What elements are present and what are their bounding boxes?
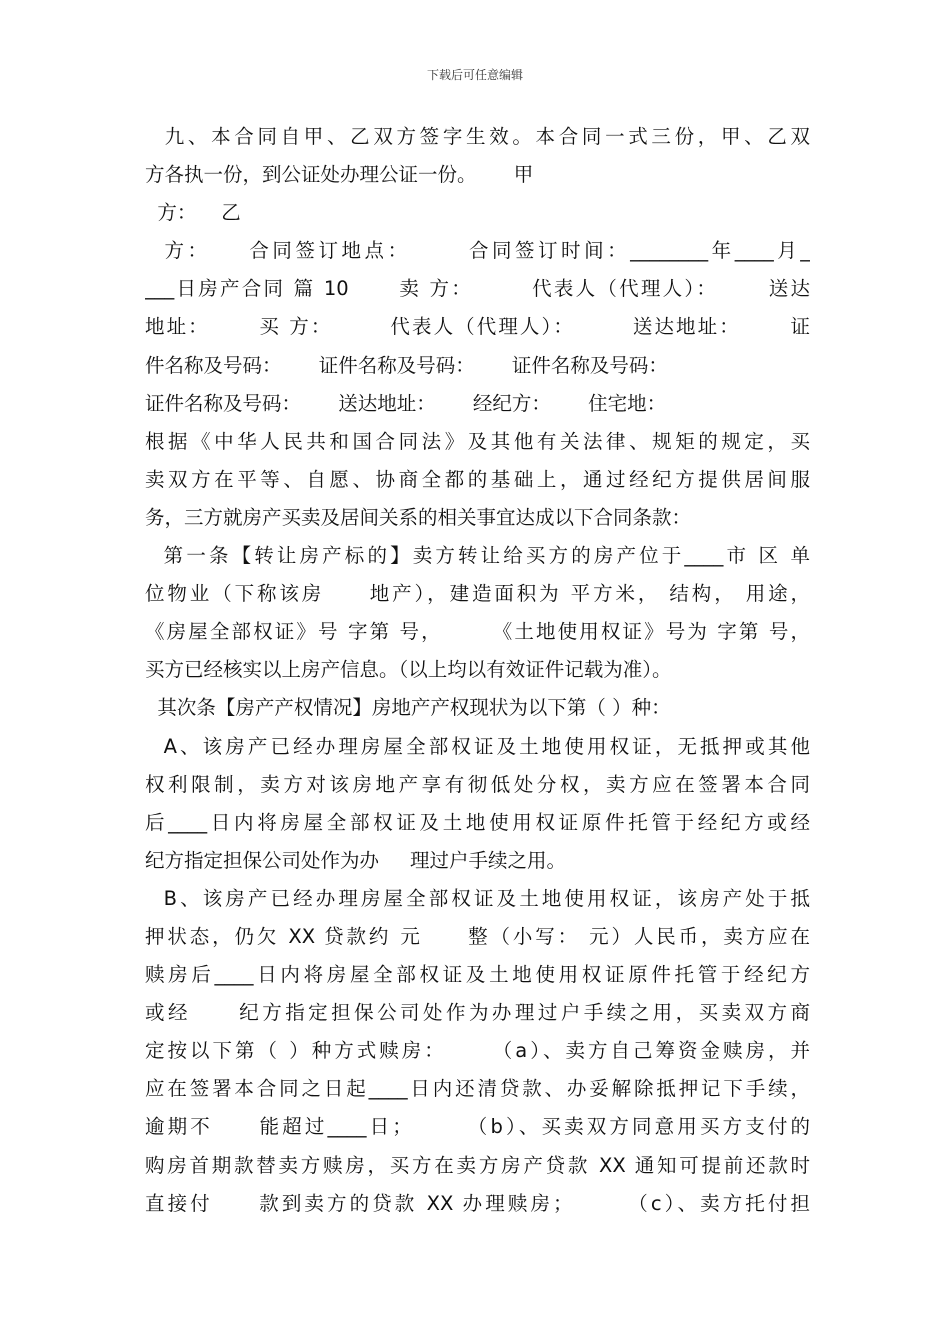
- text-line: 地址： 买 方： 代表人（代理人）： 送达地址： 证: [145, 315, 810, 339]
- text-line: 逾期不 能超过____日； （b）、买卖双方同意用买方支付的: [145, 1115, 810, 1139]
- text-line: 后____日内将房屋全部权证及土地使用权证原件托管于经纪方或经: [145, 810, 810, 834]
- text-line: 第一条【转让房产标的】卖方转让给买方的房产位于____市 区 单: [145, 544, 810, 568]
- text-line: 应在签署本合同之日起____日内还清贷款、办妥解除抵押记下手续，: [145, 1077, 810, 1101]
- text-line: 买方已经核实以上房产信息。（以上均以有效证件记载为准）。: [145, 658, 672, 682]
- text-line: 件名称及号码： 证件名称及号码： 证件名称及号码：: [145, 353, 668, 377]
- text-line: 证件名称及号码： 送达地址： 经纪方： 住宅地：: [145, 391, 667, 415]
- text-line: 或经 纪方指定担保公司处作为办理过户手续之用，买卖双方商: [145, 1001, 810, 1025]
- page-header: 下载后可任意编辑: [426, 68, 523, 82]
- text-line: 方各执一份，到公证处办理公证一份。 甲: [145, 163, 534, 187]
- text-line: 纪方指定担保公司处作为办 理过户手续之用。: [145, 848, 566, 872]
- text-line: 权利限制，卖方对该房地产享有彻低处分权，卖方应在签署本合同: [145, 772, 810, 796]
- document-body: [145, 118, 810, 1223]
- text-line: 九、本合同自甲、乙双方签字生效。本合同一式三份，甲、乙双: [145, 125, 810, 148]
- text-line: 定按以下第（ ）种方式赎房： （a）、卖方自己筹资金赎房，并: [145, 1039, 810, 1063]
- text-line: 方： 乙: [145, 201, 241, 225]
- text-line: 卖双方在平等、自愿、协商全都的基础上，通过经纪方提供居间服: [145, 467, 810, 491]
- text-line: A、该房产已经办理房屋全部权证及土地使用权证，无抵押或其他: [145, 734, 810, 758]
- text-line: 位物业（下称该房 地产），建造面积为 平方米， 结构， 用途，: [145, 582, 810, 606]
- text-line: 直接付 款到卖方的贷款 XX 办理赎房； （c）、卖方托付担: [145, 1191, 810, 1215]
- text-line: 《房屋全部权证》号 字第 号， 《土地使用权证》号为 字第 号，: [145, 620, 810, 644]
- text-line: 押状态，仍欠 XX 贷款约 元 整（小写： 元）人民币，卖方应在: [145, 924, 810, 948]
- text-line: B、该房产已经办理房屋全部权证及土地使用权证，该房产处于抵: [145, 886, 810, 910]
- text-line: 赎房后____日内将房屋全部权证及土地使用权证原件托管于经纪方: [145, 963, 810, 987]
- text-line: ___日房产合同 篇 10 卖 方： 代表人（代理人）： 送达: [145, 277, 810, 301]
- text-line: 其次条【房产产权情况】房地产产权现状为以下第（ ）种：: [145, 696, 671, 720]
- text-line: 根据《中华人民共和国合同法》及其他有关法律、规矩的规定，买: [145, 429, 810, 453]
- text-line: 购房首期款替卖方赎房，买方在卖方房产贷款 XX 通知可提前还款时: [145, 1153, 810, 1177]
- text-line: 方： 合同签订地点： 合同签订时间：________年____月_: [145, 239, 810, 263]
- text-line: 务，三方就房产买卖及居间关系的相关事宜达成以下合同条款：: [145, 505, 692, 529]
